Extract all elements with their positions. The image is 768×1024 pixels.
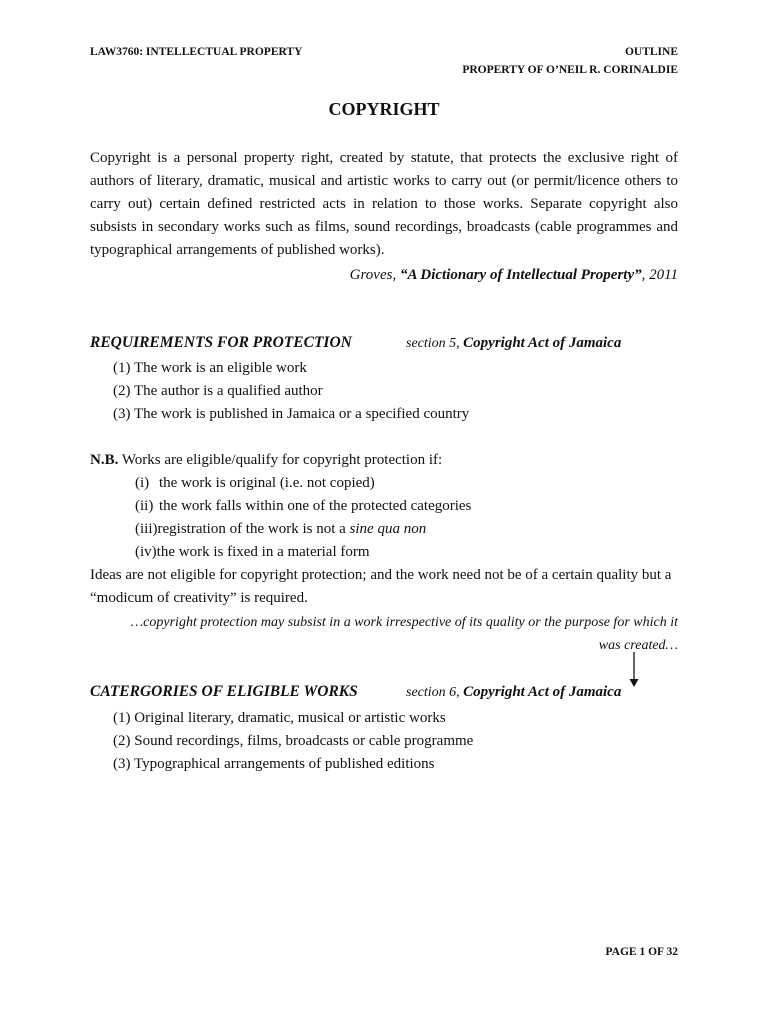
ideas-paragraph: Ideas are not eligible for copyright protection; and the work need not be of a certain quality but a “modicum of creativity” is required. [90,567,672,606]
list-item [135,541,471,564]
page-number: PAGE 1 OF 32 [605,946,678,958]
item-num: (iv) [135,544,157,560]
categories-heading: CATERGORIES OF ELIGIBLE WORKS [90,683,358,700]
categories-list [113,707,473,776]
nb-list [135,472,471,564]
list-item: (1) The work is an eligible work [113,360,307,376]
list-item: (1) Original literary, dramatic, musical or artistic works [113,710,446,726]
list-item [135,472,471,495]
nb-label: N.B. [90,452,119,468]
citation-title: “A Dictionary of Intellectual Property” [399,267,642,283]
item-num: (iii) [135,521,158,537]
list-item: (3) Typographical arrangements of published editions [113,756,435,772]
citation [350,264,678,287]
ref-section: section 5, [406,336,464,351]
requirements-heading: REQUIREMENTS FOR PROTECTION [90,334,352,351]
nb-line [90,449,442,472]
quote-line-2: was created… [598,638,678,653]
header-owner: PROPERTY OF O’NEIL R. CORINALDIE [462,64,678,76]
header-outline: OUTLINE [624,46,678,58]
list-item [135,495,471,518]
item-text: the work falls within one of the protected categories [159,498,472,514]
item-text: registration of the work is not a [157,521,350,537]
list-item: (3) The work is published in Jamaica or a specified country [113,406,470,422]
item-italic: sine qua non [349,521,427,537]
categories-reference [406,684,621,701]
citation-year: , 2011 [641,267,678,283]
intro-paragraph: Copyright is a personal property right, created by statute, that protects the exclusive right of authors of literary, dramatic, musical and artistic works to carry out (or permit/licence others to carry out) certain defined restricted acts in relation to those works. Separate copyright also subsists in secondary works such as films, sound recordings, broadcasts (cable programmes and typographical arrangements of published works). [90,150,678,258]
ref-act: Copyright Act of Jamaica [463,684,622,700]
list-item: (2) The author is a qualified author [113,383,323,399]
arrow-down-icon [627,652,641,688]
nb-text: Works are eligible/qualify for copyright protection if: [118,452,443,468]
list-item: (2) Sound recordings, films, broadcasts or cable programme [113,733,474,749]
quote-line-1: …copyright protection may subsist in a work irrespective of its quality or the purpose for which it [130,615,678,630]
requirements-reference [406,335,621,352]
item-text: the work is original (i.e. not copied) [159,475,375,491]
header-course: LAW3760: INTELLECTUAL PROPERTY [90,46,303,58]
citation-author: Groves, [349,267,400,283]
requirements-list [113,357,469,426]
item-text: the work is fixed in a material form [156,544,370,560]
list-item [135,518,471,541]
ref-act: Copyright Act of Jamaica [463,335,622,351]
item-num: (i) [135,475,150,491]
page-title: COPYRIGHT [328,99,440,119]
ref-section: section 6, [406,685,464,700]
item-num: (ii) [135,498,154,514]
